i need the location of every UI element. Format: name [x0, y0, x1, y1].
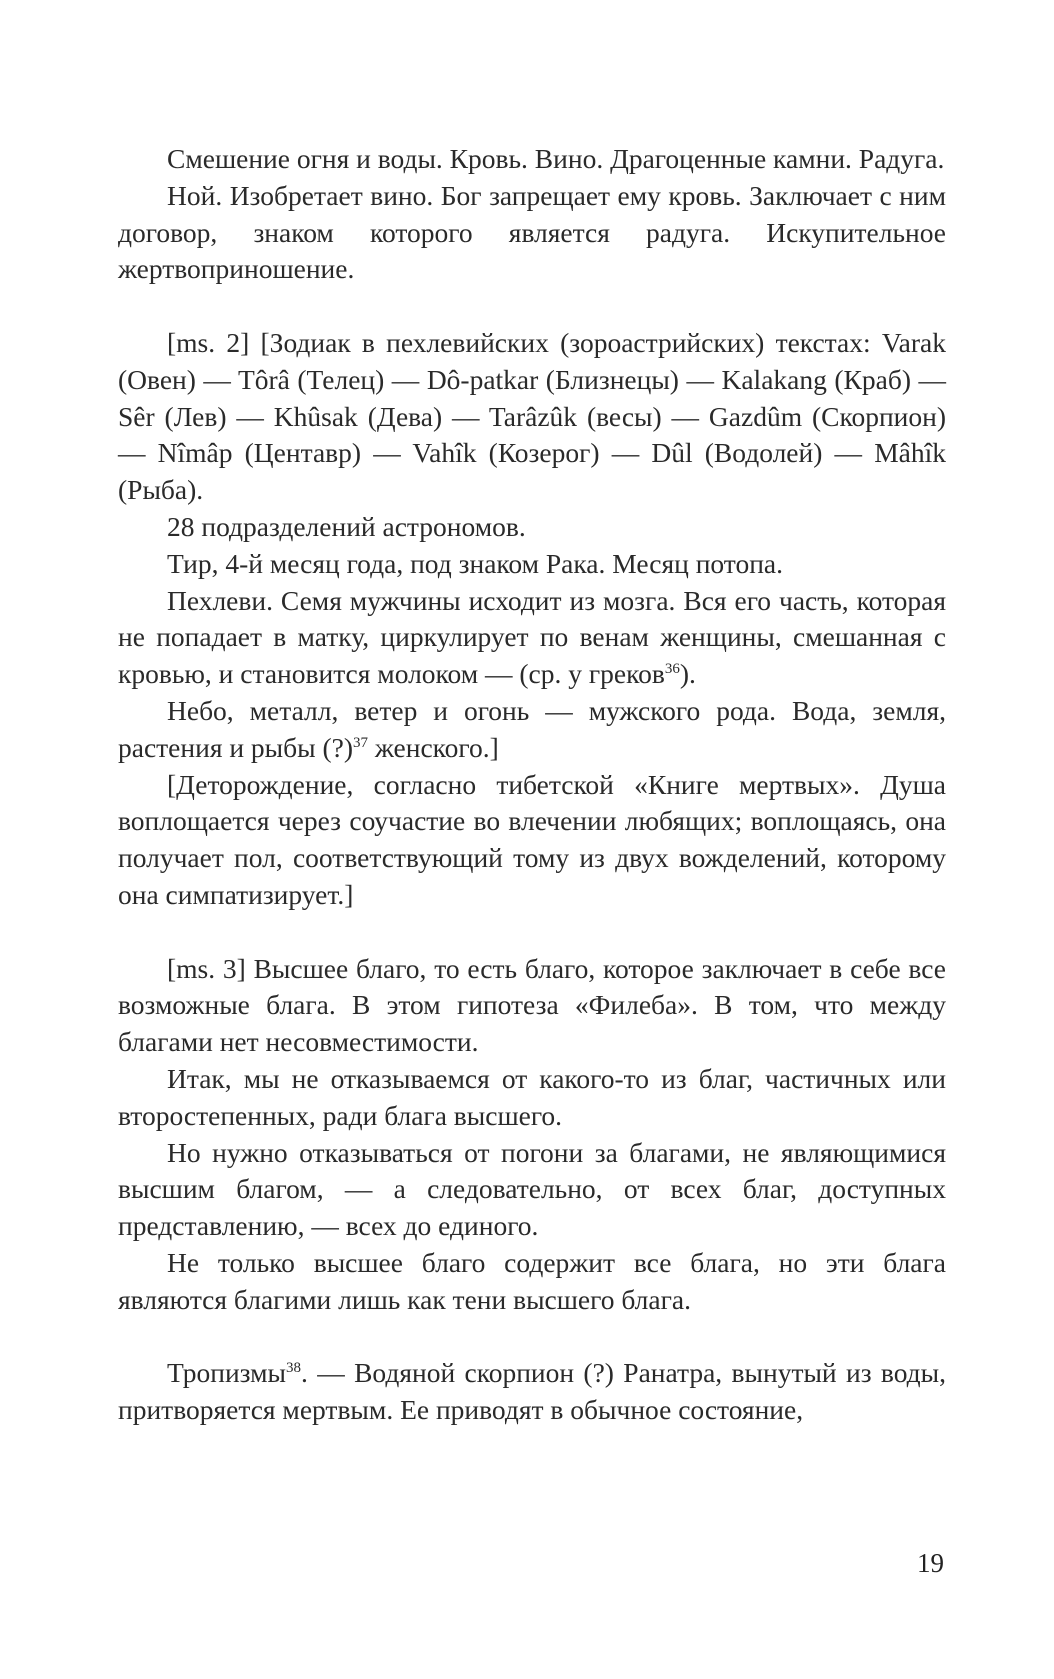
footnote-marker: 37: [353, 734, 369, 751]
footnote-marker: 36: [664, 661, 680, 678]
body-text: [118, 141, 946, 1429]
paragraph: 28 подразделений астрономов.: [167, 510, 526, 542]
paragraph-text: Пехлеви. Семя мужчины исходит из мозга. Вся его часть, которая не попадает в матку, циркулирует по венам женщины, смешанная с кровью, и становится молоком — (ср. у греков: [118, 584, 946, 690]
paragraph: Но нужно отказываться от погони за благами, не являющимися высшим благом, — а следовательно, от всех благ, доступных представлению, — всех до единого.: [118, 1136, 946, 1242]
paragraph: Итак, мы не отказываемся от какого-то из благ, частичных или второстепенных, ради блага высшего.: [118, 1062, 946, 1131]
section-gap: [118, 914, 946, 951]
section-gap: [118, 288, 946, 325]
paragraph: Ной. Изобретает вино. Бог запрещает ему кровь. Заключает с ним договор, знаком которого является радуга. Искупительное жертвоприношение.: [118, 179, 946, 285]
paragraph: [ms. 2] [Зодиак в пехлевийских (зороастрийских) текстах: Varak (Овен) — Tôrâ (Телец) — Dô-patkar (Близнецы) — Kalakang (Краб) — Sêr (Лев) — Khûsak (Дева) — Tarâzûk (весы) — Gazdûm (Скорпион) — Nîmâp (Центавр) — Vahîk (Козерог) — Dûl (Водолей) — Mâhîk (Рыба).: [118, 326, 946, 506]
paragraph-text: Тропизмы: [167, 1357, 287, 1389]
paragraph: Тир, 4-й месяц года, под знаком Рака. Месяц потопа.: [167, 547, 783, 579]
paragraph: [118, 1355, 946, 1429]
paragraph-text: женского.]: [368, 731, 499, 763]
paragraph-text: . — Водяной скорпион (?) Ранатра, вынутый из воды, притворяется мертвым. Ее приводят в обычное состояние,: [118, 1357, 946, 1426]
paragraph-text: Небо, металл, ветер и огонь — мужского рода. Вода, земля, растения и рыбы (?): [118, 694, 946, 763]
section-gap: [118, 1319, 946, 1356]
paragraph: [ms. 3] Высшее благо, то есть благо, которое заключает в себе все возможные блага. В этом гипотеза «Филеба». В том, что между благами нет несовместимости.: [118, 952, 946, 1058]
footnote-marker: 38: [286, 1360, 302, 1377]
paragraph: [118, 583, 946, 693]
paragraph: [Деторождение, согласно тибетской «Книге мертвых». Душа воплощается через соучастие во влечении любящих; воплощаясь, она получает пол, соответствующий тому из двух вожделений, которому она симпатизирует.]: [118, 768, 946, 910]
paragraph: Не только высшее благо содержит все блага, но эти блага являются благими лишь как тени высшего блага.: [118, 1246, 946, 1315]
paragraph: [118, 693, 946, 767]
page-number: 19: [917, 1548, 944, 1578]
paragraph: Смешение огня и воды. Кровь. Вино. Драгоценные камни. Радуга.: [167, 143, 945, 174]
paragraph-text: ).: [679, 658, 696, 690]
